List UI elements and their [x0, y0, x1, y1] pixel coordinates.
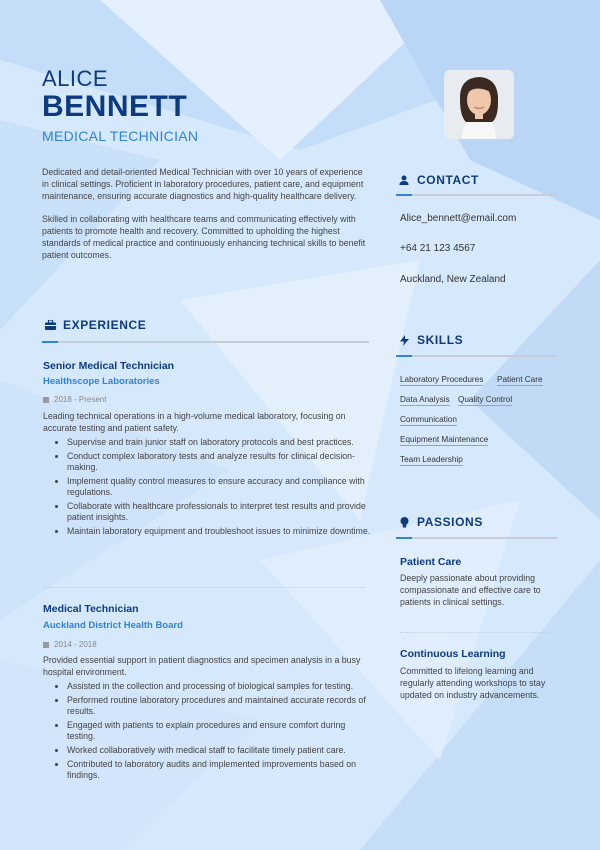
job-bullets — [43, 437, 372, 540]
skill-tag: Communication — [400, 415, 457, 424]
job-bullet: • Assisted in the collection and processing of biological samples for testing. — [67, 681, 372, 692]
lightbulb-icon — [398, 516, 410, 528]
passion-title: Continuous Learning — [400, 648, 506, 660]
job-bullet: • Worked collaboratively with medical staff to facilitate timely patient care. — [67, 745, 372, 756]
skill-tag: Team Leadership — [400, 455, 463, 464]
skill-tag: Laboratory Procedures — [400, 375, 484, 384]
job-dates — [43, 395, 106, 404]
job-bullet: • Maintain laboratory equipment and troubleshoot issues to minimize downtime. — [67, 526, 372, 537]
skills-heading-label: SKILLS — [417, 333, 464, 347]
job-bullet: • Supervise and train junior staff on laboratory protocols and best practices. — [67, 437, 372, 448]
passions-divider — [396, 537, 557, 539]
divider-accent — [42, 341, 58, 343]
experience-heading-label: EXPERIENCE — [63, 318, 147, 332]
skills-divider — [396, 355, 557, 357]
passions-heading — [398, 515, 483, 529]
job-company: Auckland District Health Board — [43, 620, 183, 631]
job-separator — [43, 587, 365, 588]
profile-summary — [42, 166, 367, 272]
lightning-icon — [398, 334, 410, 346]
divider-accent — [396, 355, 412, 357]
passions-heading-label: PASSIONS — [417, 515, 483, 529]
summary-paragraph: Dedicated and detail-oriented Medical Technician with over 10 years of experience in clinical settings. Proficient in laboratory procedures, patient care, and equipment maintenance, ensuring accurate diagnostics and high-quality healthcare delivery. — [42, 167, 364, 201]
briefcase-icon — [44, 319, 56, 331]
calendar-icon — [43, 397, 49, 403]
experience-divider — [42, 341, 369, 343]
contact-location: Auckland, New Zealand — [400, 274, 506, 285]
person-icon — [398, 174, 410, 186]
last-name: BENNETT — [42, 90, 188, 123]
contact-heading — [398, 173, 479, 187]
job-dates-text: 2018 - Present — [54, 395, 107, 404]
skill-tag: Equipment Maintenance — [400, 435, 489, 444]
calendar-icon — [43, 642, 49, 648]
skill-tag: Patient Care — [497, 375, 543, 384]
skills-heading — [398, 333, 463, 347]
job-description: Provided essential support in patient diagnostics and specimen analysis in a busy hospital environment. — [43, 655, 361, 677]
job-bullet: • Contributed to laboratory audits and implemented improvements based on findings. — [67, 759, 372, 781]
job-title: MEDICAL TECHNICIAN — [42, 128, 199, 144]
contact-email[interactable]: Alice_bennett@email.com — [400, 213, 517, 224]
job-bullets — [43, 681, 372, 784]
job-company: Healthscope Laboratories — [43, 376, 160, 387]
passion-description: Deeply passionate about providing compassionate and effective care to patients in clinical settings. — [400, 573, 541, 607]
job-bullet: • Collaborate with healthcare professionals to interpret test results and provide patient insights. — [67, 501, 372, 523]
job-dates — [43, 640, 97, 649]
passion-separator — [400, 632, 550, 633]
contact-divider — [396, 194, 557, 196]
job-role: Senior Medical Technician — [43, 360, 175, 372]
job-bullet: • Conduct complex laboratory tests and analyze results for clinical decision-making. — [67, 451, 372, 473]
experience-heading — [44, 318, 146, 332]
summary-paragraph: Skilled in collaborating with healthcare teams and communicating effectively with patients to promote health and recovery. Committed to upholding the highest standards of medical practice and continuously enhancing technical skills to benefit patient outcomes. — [42, 214, 366, 260]
job-role: Medical Technician — [43, 603, 139, 615]
passion-description: Committed to lifelong learning and regularly attending workshops to stay updated on industry advancements. — [400, 666, 546, 700]
contact-heading-label: CONTACT — [417, 173, 479, 187]
first-name: ALICE — [42, 66, 109, 91]
job-bullet: • Implement quality control measures to ensure accuracy and compliance with regulations. — [67, 476, 372, 498]
profile-photo — [444, 70, 514, 139]
divider-accent — [396, 537, 412, 539]
job-bullet: • Performed routine laboratory procedures and maintained accurate records of results. — [67, 695, 372, 717]
skill-tag: Quality Control — [458, 395, 513, 404]
contact-phone[interactable]: +64 21 123 4567 — [400, 243, 476, 254]
job-bullet: • Engaged with patients to explain procedures and ensure comfort during testing. — [67, 720, 372, 742]
job-description: Leading technical operations in a high-volume medical laboratory, focusing on accurate testing and patient safety. — [43, 411, 346, 433]
passion-title: Patient Care — [400, 556, 462, 568]
skill-tag: Data Analysis — [400, 395, 450, 404]
job-dates-text: 2014 - 2018 — [54, 640, 97, 649]
divider-accent — [396, 194, 412, 196]
